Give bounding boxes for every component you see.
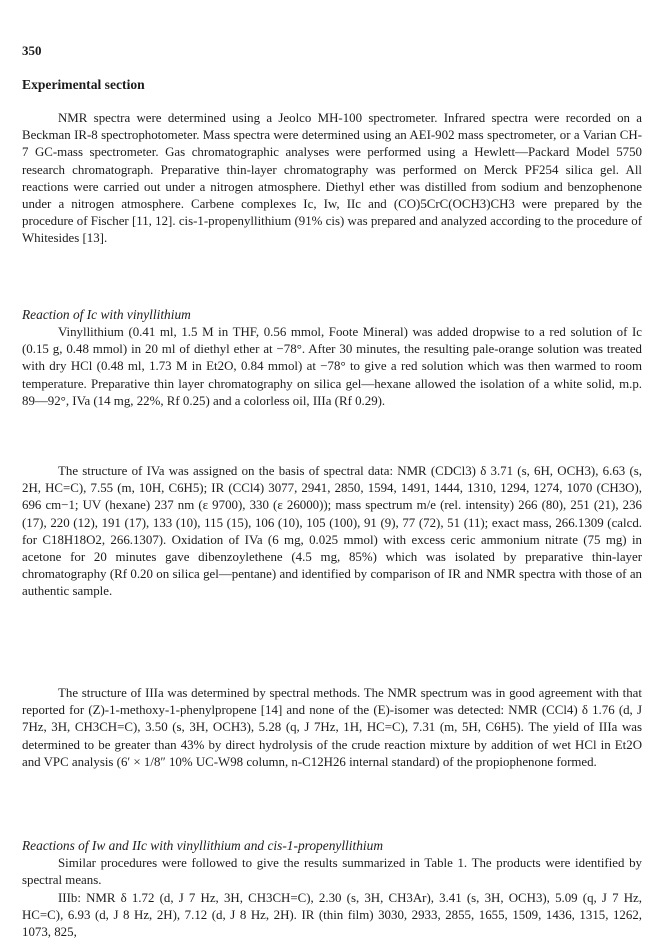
page-number: 350 xyxy=(22,43,42,58)
reaction-ic-paragraph-2-iva-structure: The structure of IVa was assigned on the basis of spectral data: NMR (CDCl3) δ 3.71 (s, 6H, OCH3), 6.63 (s, 2H, HC=C), 7.55 (m, 10H, C6H5); IR (CCl4) 3077, 2941, 2850, 1594, 1491, 1444, 1310, 1294, 1274, 1070 (CH3O), 696 cm−1; UV (hexane) 237 nm (ε 9700), 330 (ε 26000)); mass spectrum m/e (rel. intensity) 266 (80), 251 (21), 236 (17), 220 (12), 191 (17), 133 (10), 115 (15), 106 (10), 105 (100), 91 (9), 77 (72), 51 (11); exact mass, 266.1309 (calcd. for C18H18O2, 266.1307). Oxidation of IVa (6 mg, 0.025 mmol) with excess ceric ammonium nitrate (75 mg) in acetone for 20 minutes gave dibenzoylethene (4.5 mg, 85%) which was isolated by preparative thin-layer chromatography (Rf 0.20 on silica gel—pentane) and identified by comparison of IR and NMR spectra with those of an authentic sample. xyxy=(22,464,642,599)
section-heading: Experimental section xyxy=(22,77,145,92)
iiib-spectral-data: IIIb: NMR δ 1.72 (d, J 7 Hz, 3H, CH3CH=C), 2.30 (s, 3H, CH3Ar), 3.41 (s, 3H, OCH3), 5.09 (q, J 7 Hz, HC=C), 6.93 (d, J 8 Hz, 2H), 7.12 (d, J 8 Hz, 2H). IR (thin film) 3030, 2933, 2855, 1655, 1509, 1436, 1315, 1262, 1073, 825, xyxy=(22,891,642,940)
reaction-heading-ic-vinyllithium: Reaction of Ic with vinyllithium xyxy=(22,307,191,322)
reaction-ic-paragraph-3-iiia-structure: The structure of IIIa was determined by spectral methods. The NMR spectrum was in good agreement with that reported for (Z)-1-methoxy-1-phenylpropene [14] and none of the (E)-isomer was detected: NMR (CCl4) δ 1.76 (d, J 7Hz, 3H, CH3CH=C), 3.50 (s, 3H, OCH3), 5.28 (q, J 7Hz, 1H, HC=C), 7.31 (m, 5H, C6H5). The yield of IIIa was determined to be greater than 43% by direct hydrolysis of the crude reaction mixture by addition of wet HCl in Et2O and VPC analysis (6′ × 1/8″ 10% UC-W98 column, n-C12H26 internal standard) of the propiophenone formed. xyxy=(22,686,642,769)
reaction-iw-iic-paragraph-1: Similar procedures were followed to give the results summarized in Table 1. The products were identified by spectral means. xyxy=(22,856,642,888)
intro-paragraph: NMR spectra were determined using a Jeolco MH-100 spectrometer. Infrared spectra were recorded on a Beckman IR-8 spectrophotometer. Mass spectra were determined using an AEI-902 mass spectrometer, or a Varian CH-7 GC-mass spectrometer. Gas chromatographic analyses were performed using a Hewlett—Packard Model 5750 research chromatograph. Preparative thin-layer chromatography was performed on Merck PF254 silica gel. All reactions were carried out under a nitrogen atmosphere. Diethyl ether was distilled from sodium and benzophenone under a nitrogen atmosphere. Carbene complexes Ic, Iw, IIc and (CO)5CrC(OCH3)CH3 were prepared by the procedure of Fischer [11, 12]. cis-1-propenyllithium (91% cis) was prepared and analyzed according to the procedure of Whitesides [13]. xyxy=(22,111,642,246)
reaction-heading-iw-iic: Reactions of Iw and IIc with vinyllithium and cis-1-propenyllithium xyxy=(22,838,383,853)
reaction-ic-paragraph-1: Vinyllithium (0.41 ml, 1.5 M in THF, 0.56 mmol, Foote Mineral) was added dropwise to a red solution of Ic (0.15 g, 0.48 mmol) in 20 ml of diethyl ether at −78°. After 30 minutes, the resulting pale-orange solution was treated with dry HCl (0.48 ml, 1.73 M in Et2O, 0.84 mmol) at −78° to give a red solution which was then warmed to room temperature. Preparative thin layer chromatography on silica gel—hexane allowed the isolation of a white solid, m.p. 89—92°, IVa (14 mg, 22%, Rf 0.25) and a colorless oil, IIIa (Rf 0.29). xyxy=(22,325,642,408)
